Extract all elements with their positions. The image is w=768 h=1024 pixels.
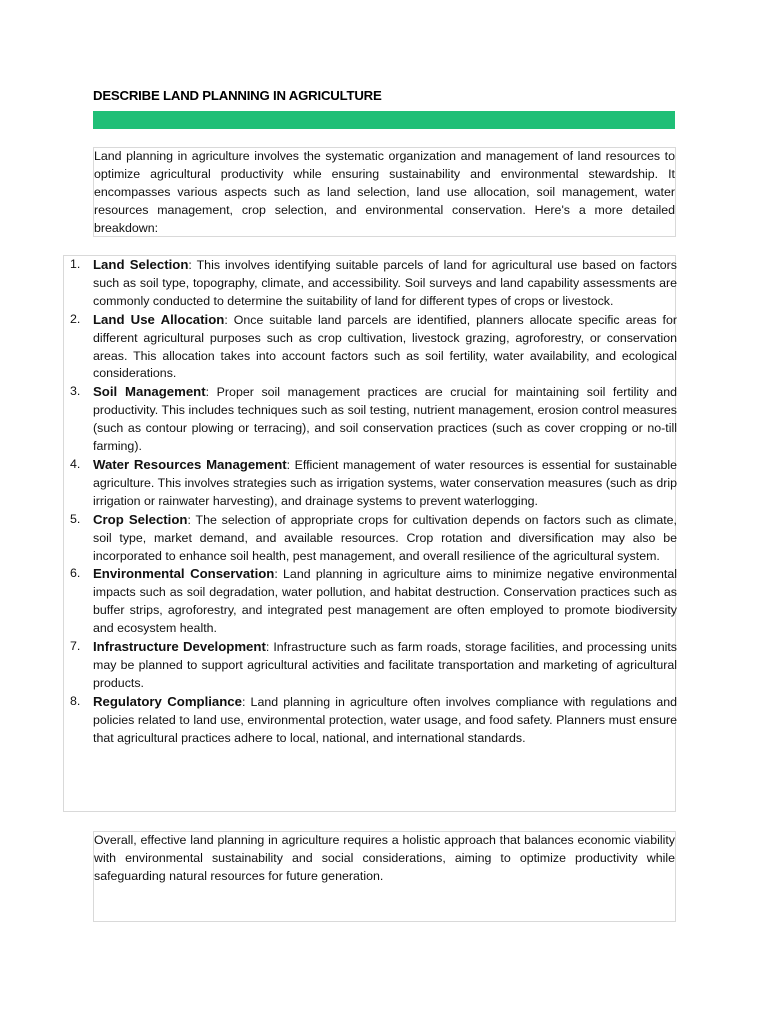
list-item-soil-management <box>64 383 677 456</box>
list-text: : The selection of appropriate crops for cultivation depends on factors such as climate, soil type, market demand, and available resources. Crop rotation and diversification may also be incorporated to enhance soil health, pest management, and overall resilience of the agricultural system. <box>93 512 678 563</box>
accent-bar <box>93 111 675 129</box>
list-term: Water Resources Management <box>93 456 287 472</box>
list-number: 1. <box>70 257 81 271</box>
conclusion-paragraph: Overall, effective land planning in agriculture requires a holistic approach that balances economic viability with environmental sustainability and social considerations, aiming to optimize productivity while safeguarding natural resources for future generation. <box>94 833 675 883</box>
breakdown-list <box>64 256 677 747</box>
list-text: : Proper soil management practices are crucial for maintaining soil fertility and productivity. This includes techniques such as soil testing, nutrient management, erosion control measures (such as contour plowing or terracing), and soil conservation practices (such as cover cropping or no-till farming). <box>93 385 678 454</box>
page-title: DESCRIBE LAND PLANNING IN AGRICULTURE <box>93 88 382 103</box>
intro-box <box>93 147 676 237</box>
list-item-water-resources-management <box>64 456 677 511</box>
list-text: : Once suitable land parcels are identified, planners allocate specific areas for different agricultural purposes such as crop cultivation, livestock grazing, agroforestry, or conservation areas. This allocation takes into account factors such as soil fertility, water availability, and ecological considerations. <box>93 312 677 381</box>
list-item-land-selection <box>64 256 677 311</box>
list-number: 2. <box>70 311 81 326</box>
breakdown-box <box>63 255 676 812</box>
list-term: Crop Selection <box>93 511 188 527</box>
list-number: 8. <box>70 693 81 708</box>
list-number: 5. <box>70 511 81 526</box>
list-text: : Infrastructure such as farm roads, storage facilities, and processing units may be planned to support agricultural activities and facilitate transportation and marketing of agricultural products. <box>93 640 677 690</box>
list-term: Environmental Conservation <box>93 566 275 582</box>
list-term: Regulatory Compliance <box>93 693 242 709</box>
list-number: 7. <box>70 639 81 654</box>
list-text: : Efficient management of water resources is essential for sustainable agriculture. This involves strategies such as irrigation systems, water conservation measures (such as drip irrigation or rainwater harvesting), and drainage systems to prevent waterlogging. <box>93 457 677 508</box>
list-text: : Land planning in agriculture often involves compliance with regulations and policies related to land use, environmental protection, water usage, and food safety. Planners must ensure that agricultural practices adhere to local, national, and international standards. <box>93 694 677 745</box>
list-number: 3. <box>70 384 81 399</box>
list-item-land-use-allocation <box>64 311 677 384</box>
list-term: Land Use Allocation <box>93 311 225 327</box>
intro-paragraph: Land planning in agriculture involves the systematic organization and management of land resources to optimize agricultural productivity while ensuring sustainability and environmental stewardship. It encompasses various aspects such as land selection, land use allocation, soil management, water resources management, crop selection, and environmental conservation. Here's a more detailed breakdown: <box>94 149 675 235</box>
list-item-regulatory-compliance <box>64 693 677 748</box>
list-item-crop-selection <box>64 511 677 566</box>
list-term: Soil Management <box>93 384 206 400</box>
list-number: 6. <box>70 566 81 581</box>
list-term: Land Selection <box>93 257 189 272</box>
conclusion-box <box>93 831 676 922</box>
list-text: : Land planning in agriculture aims to minimize negative environmental impacts such as soil degradation, water pollution, and habitat destruction. Conservation practices such as buffer strips, agroforestry, and integrated pest management are often employed to promote biodiversity and ecosystem health. <box>93 567 677 636</box>
list-text: : This involves identifying suitable parcels of land for agricultural use based on factors such as soil type, topography, climate, and accessibility. Soil surveys and land capability assessments are commonly conducted to determine the suitability of land for different types of crops or livestock. <box>93 258 677 308</box>
list-item-infrastructure-development <box>64 638 677 693</box>
list-term: Infrastructure Development <box>93 639 266 655</box>
list-item-environmental-conservation <box>64 565 677 638</box>
list-number: 4. <box>70 456 81 471</box>
